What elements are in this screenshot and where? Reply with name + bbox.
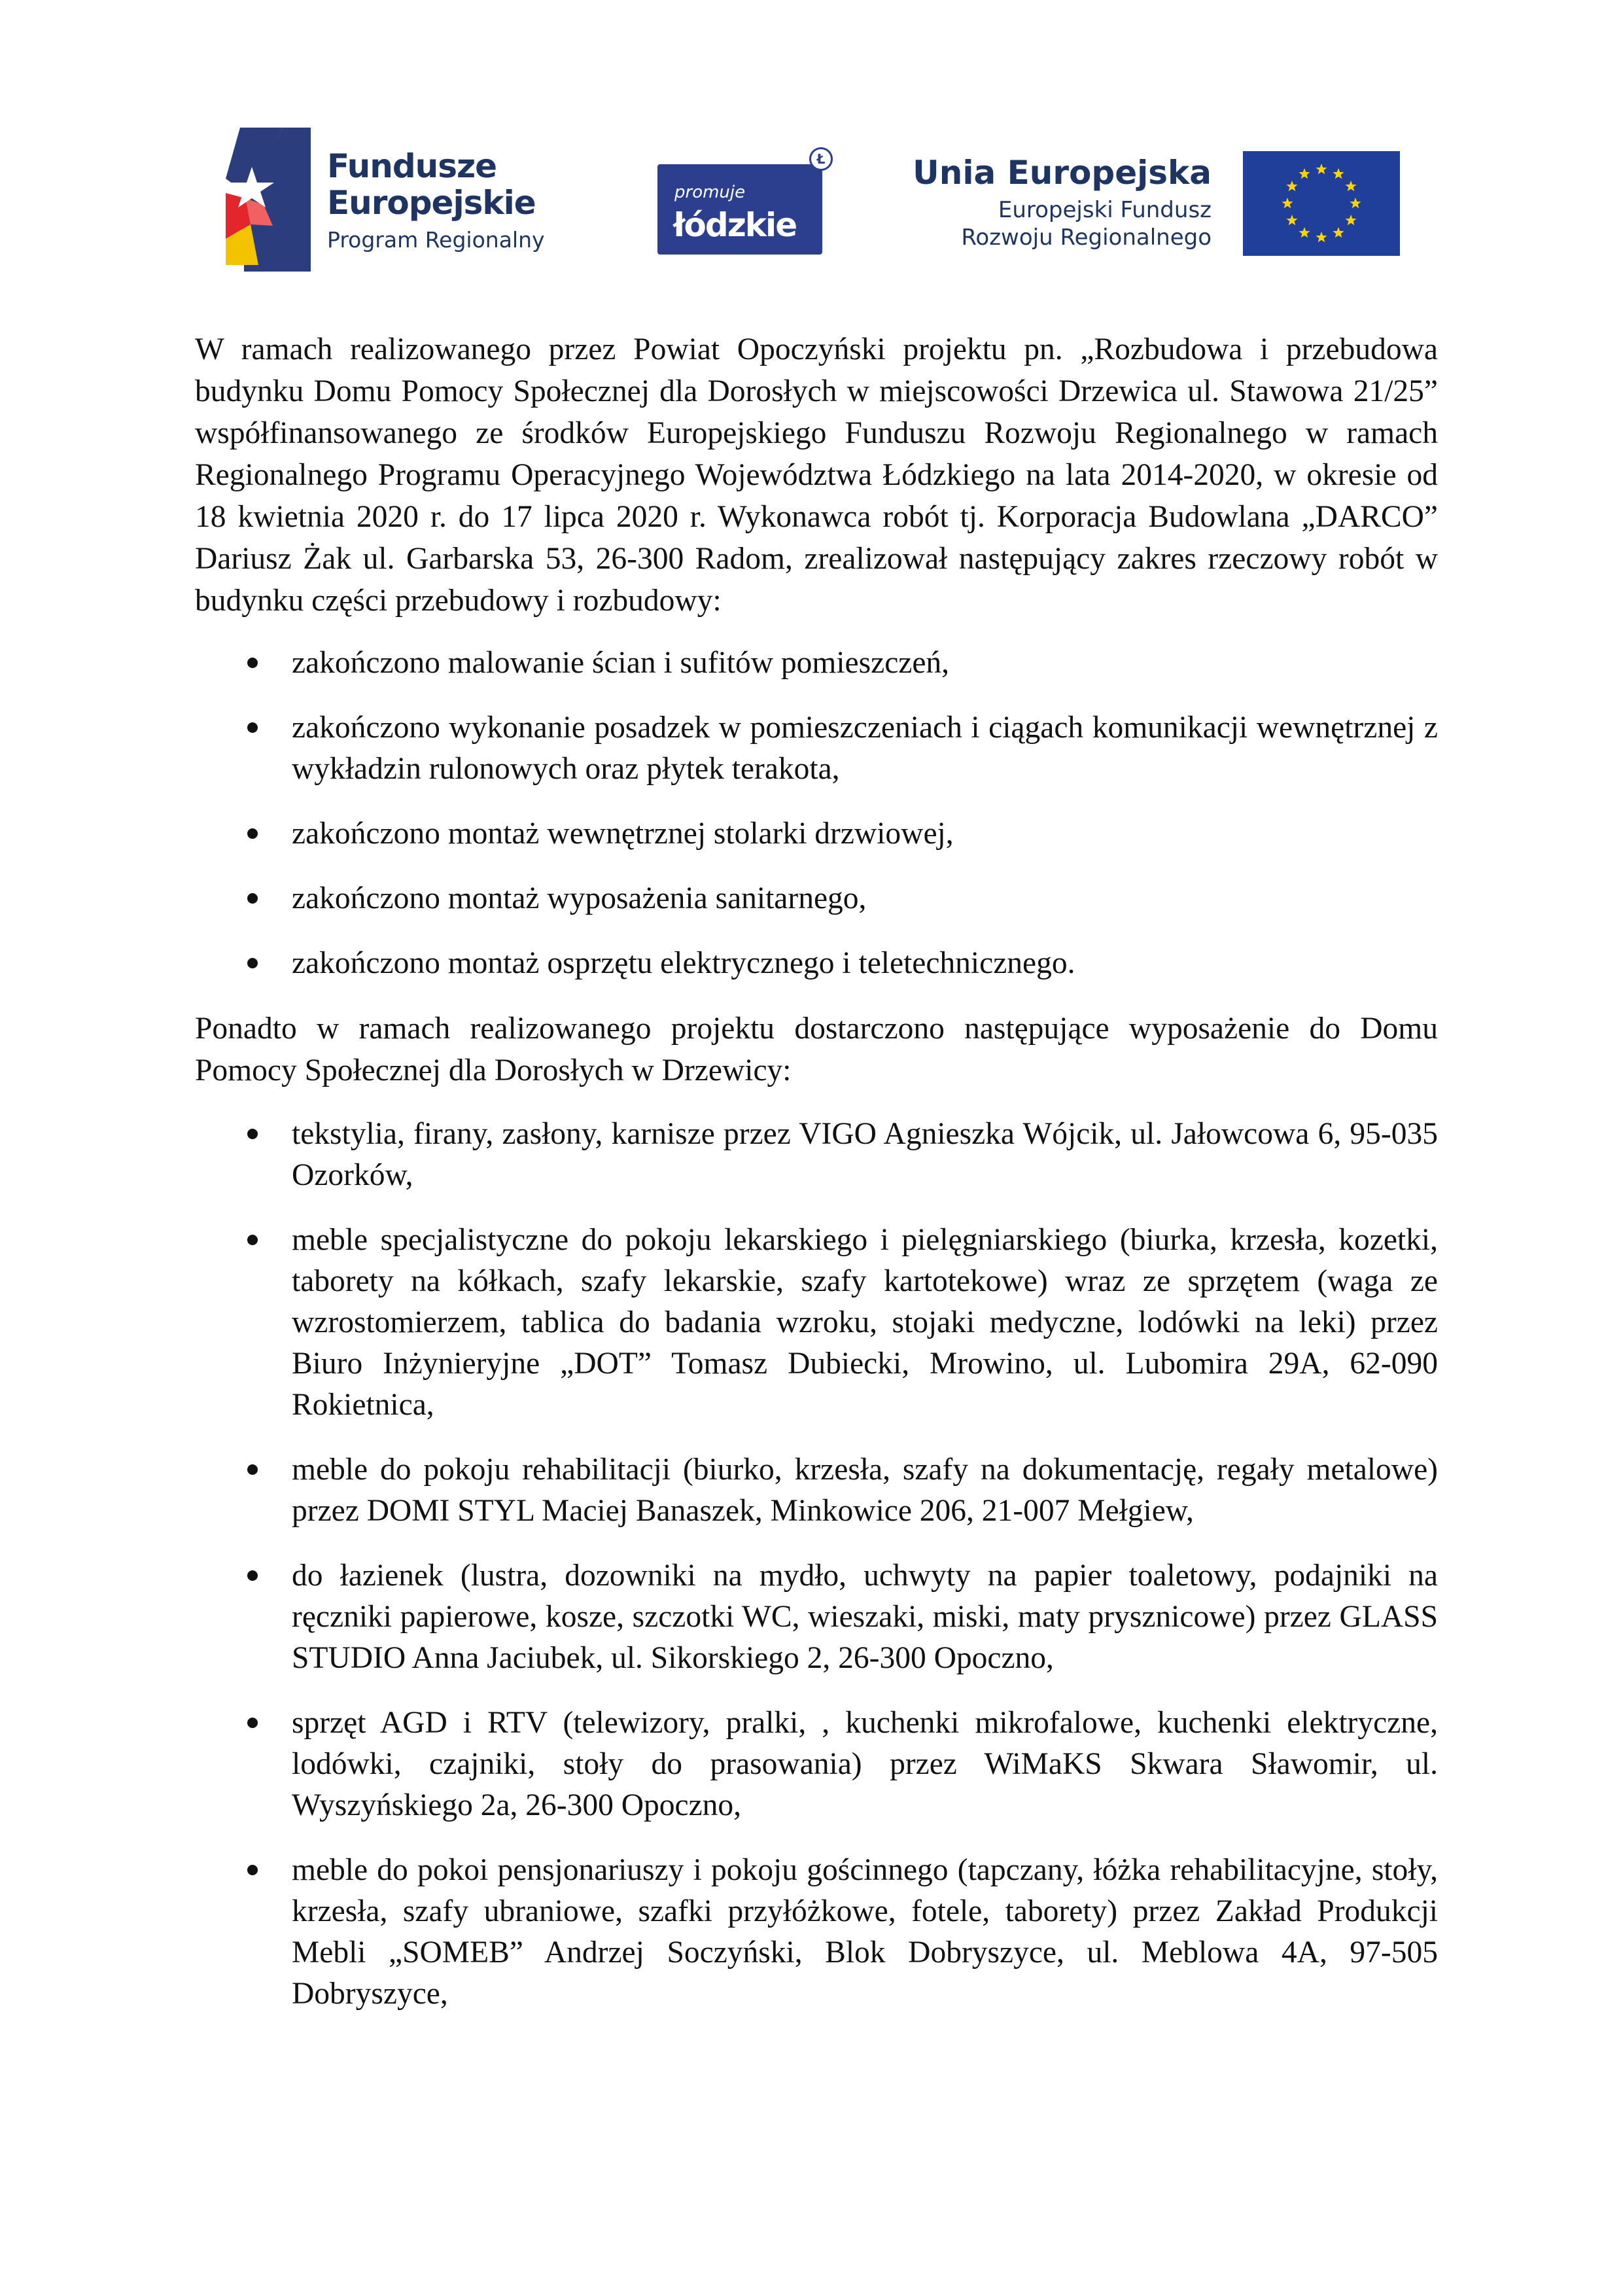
works-list-item — [195, 707, 1438, 790]
eu-logo-line2: Europejski Fundusz — [998, 197, 1212, 223]
bullet-icon — [247, 958, 258, 968]
bullet-icon — [247, 1235, 258, 1245]
list-item-text: tekstylia, firany, zasłony, karnisze przez VIGO Agnieszka Wójcik, ul. Jałowcowa 6, 95-035 Ozorków, — [292, 1117, 1438, 1192]
works-list — [195, 643, 1438, 984]
lodz-coin-icon: Ł — [809, 147, 833, 171]
bullet-icon — [247, 722, 258, 733]
promuje-lodzkie-badge — [657, 164, 822, 255]
bullet-icon — [247, 893, 258, 904]
bullet-icon — [247, 1718, 258, 1728]
equipment-list-item — [195, 1220, 1438, 1426]
equipment-list-item — [195, 1114, 1438, 1196]
list-item-text: meble specjalistyczne do pokoju lekarskiego i pielęgniarskiego (biurka, krzesła, kozetki, taborety na kółkach, szafy lekarskie, szafy kartotekowe) wraz ze sprzętem (waga ze wzrostomierzem, tablica do badania wzroku, stojaki medyczne, lodówki na leki) przez Biuro Inżynieryjne „DOT” Tomasz Dubiecki, Mrowino, ul. Lubomira 29A, 62-090 Rokietnica, — [292, 1223, 1438, 1422]
bullet-icon — [247, 1464, 258, 1475]
bullet-icon — [247, 658, 258, 668]
eu-logo-line1: Unia Europejska — [913, 154, 1212, 192]
eu-logo-line3: Rozwoju Regionalnego — [961, 224, 1212, 251]
equipment-list-item — [195, 1850, 1438, 2015]
lodz-logo-line1: promuje — [674, 183, 746, 202]
unia-europejska-logo — [913, 147, 1400, 258]
equipment-list-item — [195, 1703, 1438, 1826]
logo-bar — [0, 0, 1623, 288]
works-list-item — [195, 643, 1438, 684]
works-list-item — [195, 878, 1438, 919]
list-item-text: zakończono malowanie ścian i sufitów pomieszczeń, — [292, 646, 950, 680]
works-list-item — [195, 813, 1438, 855]
fe-logo-line3: Program Regionalny — [327, 227, 545, 253]
bullet-icon — [247, 1570, 258, 1581]
intro-paragraph: W ramach realizowanego przez Powiat Opoczyński projektu pn. „Rozbudowa i przebudowa budynku Domu Pomocy Społecznej dla Dorosłych w miejscowości Drzewica ul. Stawowa 21/25” współfinansowanego ze środków Europejskiego Funduszu Rozwoju Regionalnego w ramach Regionalnego Programu Operacyjnego Województwa Łódzkiego na lata 2014-2020, w okresie od 18 kwietnia 2020 r. do 17 lipca 2020 r. Wykonawca robót tj. Korporacja Budowlana „DARCO” Dariusz Żak ul. Garbarska 53, 26-300 Radom, zrealizował następujący zakres rzeczowy robót w budynku części przebudowy i rozbudowy: — [195, 332, 1438, 618]
equipment-intro-paragraph: Ponadto w ramach realizowanego projektu dostarczono następujące wyposażenie do Domu Pomocy Społecznej dla Dorosłych w Drzewicy: — [195, 1012, 1438, 1087]
equipment-list-item — [195, 1555, 1438, 1679]
list-item-text: sprzęt AGD i RTV (telewizory, pralki, , kuchenki mikrofalowe, kuchenki elektryczne, lodówki, czajniki, stoły do prasowania) przez WiMaKS Skwara Sławomir, ul. Wyszyńskiego 2a, 26-300 Opoczno, — [292, 1706, 1438, 1822]
fundusze-europejskie-logo — [226, 128, 566, 272]
bullet-icon — [247, 828, 258, 839]
bullet-icon — [247, 1129, 258, 1139]
eu-flag-icon — [1243, 151, 1400, 256]
list-item-text: do łazienek (lustra, dozowniki na mydło, uchwyty na papier toaletowy, podajniki na ręczniki papierowe, kosze, szczotki WC, wieszaki, miski, maty prysznicowe) przez GLASS STUDIO Anna Jaciubek, ul. Sikorskiego 2, 26-300 Opoczno, — [292, 1559, 1438, 1675]
list-item-text: meble do pokoi pensjonariuszy i pokoju gościnnego (tapczany, łóżka rehabilitacyjne, stoły, krzesła, szafy ubraniowe, szafki przyłóżkowe, fotele, taborety) przez Zakład Produkcji Mebli „SOMEB” Andrzej Soczyński, Blok Dobryszyce, ul. Meblowa 4A, 97-505 Dobryszyce, — [292, 1853, 1438, 2011]
list-item-text: meble do pokoju rehabilitacji (biurko, krzesła, szafy na dokumentację, regały metalowe) przez DOMI STYL Maciej Banaszek, Minkowice 206, 21-007 Mełgiew, — [292, 1453, 1438, 1528]
list-item-text: zakończono montaż wewnętrznej stolarki drzwiowej, — [292, 817, 954, 851]
equipment-list — [195, 1114, 1438, 2015]
bullet-icon — [247, 1865, 258, 1875]
equipment-list-item — [195, 1449, 1438, 1532]
lodz-logo-line2: łódzkie — [673, 206, 797, 244]
works-list-item — [195, 943, 1438, 984]
fundusze-europejskie-mark-icon — [226, 128, 311, 272]
list-item-text: zakończono montaż osprzętu elektrycznego i teletechnicznego. — [292, 946, 1075, 980]
list-item-text: zakończono wykonanie posadzek w pomieszczeniach i ciągach komunikacji wewnętrznej z wykładzin rulonowych oraz płytek terakota, — [292, 711, 1438, 786]
fe-logo-line2: Europejskie — [327, 184, 536, 222]
fe-logo-line1: Fundusze — [327, 147, 497, 185]
promuje-lodzkie-logo — [657, 147, 841, 255]
document-body — [195, 328, 1438, 2038]
list-item-text: zakończono montaż wyposażenia sanitarnego, — [292, 881, 867, 915]
